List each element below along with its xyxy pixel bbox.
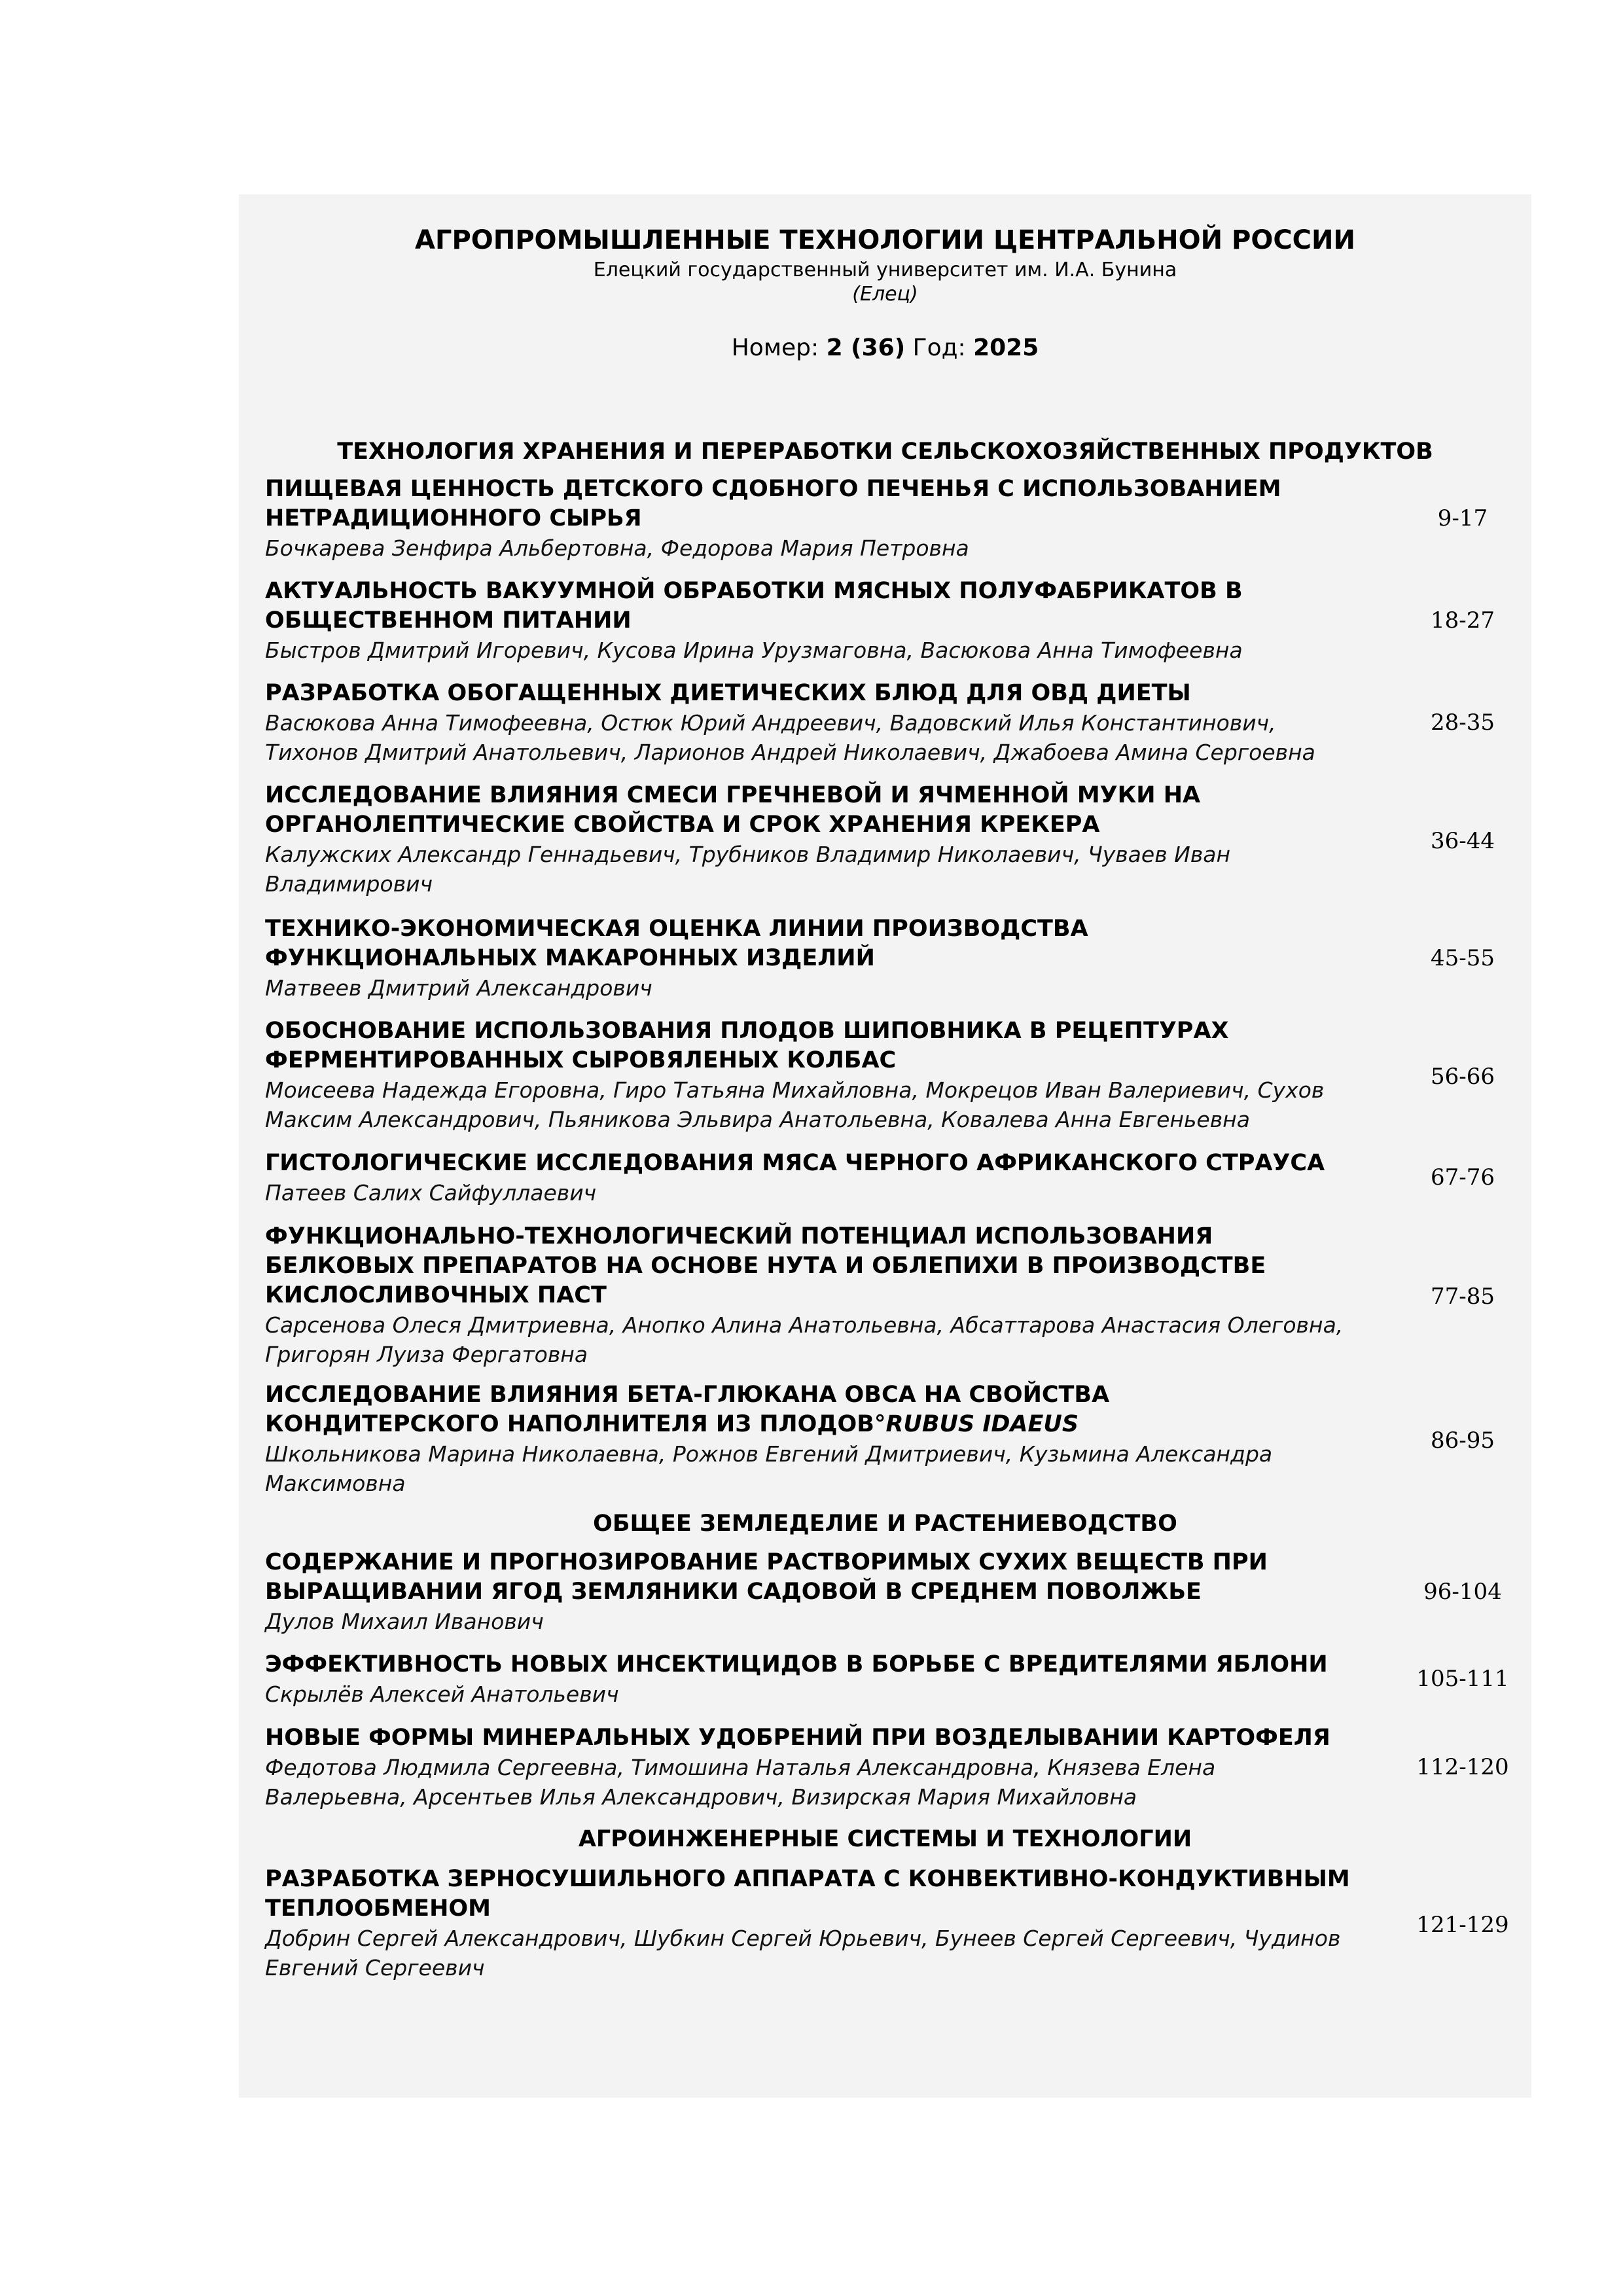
- toc-entry: [265, 475, 1531, 563]
- article-pages: 45-55: [1430, 945, 1495, 971]
- article-authors: Васюкова Анна Тимофеевна, Остюк Юрий Андреевич, Вадовский Илья Константинович, Тихонов Дмитрий Анатольевич, Ларионов Андрей Николаевич, Джабоева Амина Сергоевна: [265, 710, 1315, 765]
- article-pages: 77-85: [1430, 1283, 1495, 1310]
- article-pages: 36-44: [1430, 828, 1495, 854]
- toc-entry: [265, 914, 1531, 1003]
- article-title[interactable]: ТЕХНИКО-ЭКОНОМИЧЕСКАЯ ОЦЕНКА ЛИНИИ ПРОИЗВОДСТВА ФУНКЦИОНАЛЬНЫХ МАКАРОННЫХ ИЗДЕЛИЙ: [265, 916, 1088, 971]
- article-pages: 56-66: [1430, 1064, 1495, 1090]
- issue-line: [239, 333, 1531, 363]
- article-title[interactable]: ПИЩЕВАЯ ЦЕННОСТЬ ДЕТСКОГО СДОБНОГО ПЕЧЕНЬЯ С ИСПОЛЬЗОВАНИЕМ НЕТРАДИЦИОННОГО СЫРЬЯ: [265, 476, 1281, 531]
- article-pages: 112-120: [1416, 1754, 1509, 1780]
- article-authors: Дулов Михаил Иванович: [265, 1609, 544, 1634]
- article-title[interactable]: ФУНКЦИОНАЛЬНО-ТЕХНОЛОГИЧЕСКИЙ ПОТЕНЦИАЛ ИСПОЛЬЗОВАНИЯ БЕЛКОВЫХ ПРЕПАРАТОВ НА ОСНОВЕ НУТА И ОБЛЕПИХИ В ПРОИЗВОДСТВЕ КИСЛОСЛИВОЧНЫХ ПАСТ: [265, 1223, 1266, 1308]
- university-name: Елецкий государственный университет им. И.А. Бунина: [593, 259, 1177, 281]
- journal-title: АГРОПРОМЫШЛЕННЫЕ ТЕХНОЛОГИИ ЦЕНТРАЛЬНОЙ РОССИИ: [415, 225, 1355, 255]
- toc-entry: [265, 1650, 1531, 1709]
- article-pages: 105-111: [1416, 1666, 1509, 1692]
- issue-label: Номер:: [731, 334, 819, 361]
- toc-entry: [265, 577, 1531, 665]
- article-authors: Бочкарева Зенфира Альбертовна, Федорова Мария Петровна: [265, 535, 969, 561]
- article-title[interactable]: ОБОСНОВАНИЕ ИСПОЛЬЗОВАНИЯ ПЛОДОВ ШИПОВНИКА В РЕЦЕПТУРАХ ФЕРМЕНТИРОВАННЫХ СЫРОВЯЛЕНЫХ КОЛБАС: [265, 1018, 1229, 1073]
- article-authors: Быстров Дмитрий Игоревич, Кусова Ирина Урузмаговна, Васюкова Анна Тимофеевна: [265, 637, 1243, 663]
- article-title[interactable]: [265, 1380, 1351, 1439]
- article-authors: Скрылёв Алексей Анатольевич: [265, 1681, 619, 1707]
- section-heading: ОБЩЕЕ ЗЕМЛЕДЕЛИЕ И РАСТЕНИЕВОДСТВО: [593, 1511, 1177, 1537]
- article-authors: Патеев Салих Сайфуллаевич: [265, 1180, 597, 1206]
- article-title[interactable]: ИССЛЕДОВАНИЕ ВЛИЯНИЯ СМЕСИ ГРЕЧНЕВОЙ И ЯЧМЕННОЙ МУКИ НА ОРГАНОЛЕПТИЧЕСКИЕ СВОЙСТВА И СРОК ХРАНЕНИЯ КРЕКЕРА: [265, 782, 1201, 838]
- article-authors: Сарсенова Олеся Дмитриевна, Анопко Алина Анатольевна, Абсаттарова Анастасия Олеговна, Григорян Луиза Фергатовна: [265, 1312, 1344, 1367]
- toc-entry: [265, 1016, 1531, 1134]
- toc-entry: [265, 1222, 1531, 1369]
- toc-page: [239, 194, 1531, 2098]
- article-pages: 96-104: [1423, 1579, 1502, 1605]
- article-title[interactable]: РАЗРАБОТКА ЗЕРНОСУШИЛЬНОГО АППАРАТА С КОНВЕКТИВНО-КОНДУКТИВНЫМ ТЕПЛООБМЕНОМ: [265, 1866, 1350, 1922]
- toc-entry: [265, 1865, 1531, 1982]
- article-authors: Калужских Александр Геннадьевич, Трубников Владимир Николаевич, Чуваев Иван Владимирович: [265, 842, 1231, 897]
- toc-entry: [265, 679, 1531, 767]
- issue-value: 2 (36): [826, 334, 906, 361]
- city-name: (Елец): [852, 283, 918, 306]
- article-pages: 86-95: [1430, 1427, 1495, 1454]
- article-pages: 18-27: [1430, 607, 1495, 634]
- article-pages: 67-76: [1430, 1164, 1495, 1191]
- year-value: 2025: [973, 334, 1039, 361]
- article-title[interactable]: АКТУАЛЬНОСТЬ ВАКУУМНОЙ ОБРАБОТКИ МЯСНЫХ ПОЛУФАБРИКАТОВ В ОБЩЕСТВЕННОМ ПИТАНИИ: [265, 578, 1243, 634]
- article-pages: 121-129: [1416, 1912, 1509, 1938]
- toc-entry: [265, 1380, 1531, 1498]
- section-heading: ТЕХНОЛОГИЯ ХРАНЕНИЯ И ПЕРЕРАБОТКИ СЕЛЬСКОХОЗЯЙСТВЕННЫХ ПРОДУКТОВ: [337, 439, 1433, 465]
- article-title[interactable]: СОДЕРЖАНИЕ И ПРОГНОЗИРОВАНИЕ РАСТВОРИМЫХ СУХИХ ВЕЩЕСТВ ПРИ ВЫРАЩИВАНИИ ЯГОД ЗЕМЛЯНИКИ САДОВОЙ В СРЕДНЕМ ПОВОЛЖЬЕ: [265, 1549, 1268, 1605]
- article-authors: Моисеева Надежда Егоровна, Гиро Татьяна Михайловна, Мокрецов Иван Валериевич, Сухов Максим Александрович, Пьяникова Эльвира Анатольевна, Ковалева Анна Евгеньевна: [265, 1077, 1325, 1132]
- article-title[interactable]: ГИСТОЛОГИЧЕСКИЕ ИССЛЕДОВАНИЯ МЯСА ЧЕРНОГО АФРИКАНСКОГО СТРАУСА: [265, 1150, 1325, 1176]
- year-label: Год:: [912, 334, 966, 361]
- article-authors: Федотова Людмила Сергеевна, Тимошина Наталья Александровна, Князева Елена Валерьевна, Арсентьев Илья Александрович, Визирская Мария Михайловна: [265, 1755, 1216, 1810]
- toc-entry: [265, 1723, 1531, 1812]
- toc-entry: [265, 781, 1531, 899]
- article-authors: Добрин Сергей Александрович, Шубкин Сергей Юрьевич, Бунеев Сергей Сергеевич, Чудинов Евгений Сергеевич: [265, 1926, 1341, 1981]
- toc-entry: [265, 1548, 1531, 1636]
- toc-entry: [265, 1149, 1531, 1208]
- article-authors: Школьникова Марина Николаевна, Рожнов Евгений Дмитриевич, Кузьмина Александра Максимовна: [265, 1441, 1273, 1496]
- article-title[interactable]: ЭФФЕКТИВНОСТЬ НОВЫХ ИНСЕКТИЦИДОВ В БОРЬБЕ С ВРЕДИТЕЛЯМИ ЯБЛОНИ: [265, 1651, 1328, 1677]
- article-title-text: ИССЛЕДОВАНИЕ ВЛИЯНИЯ БЕТА-ГЛЮКАНА ОВСА НА СВОЙСТВА КОНДИТЕРСКОГО НАПОЛНИТЕЛЯ ИЗ ПЛОДОВ°: [265, 1382, 1110, 1437]
- article-title[interactable]: РАЗРАБОТКА ОБОГАЩЕННЫХ ДИЕТИЧЕСКИХ БЛЮД ДЛЯ ОВД ДИЕТЫ: [265, 680, 1191, 706]
- article-pages: 9-17: [1437, 505, 1488, 531]
- article-title[interactable]: НОВЫЕ ФОРМЫ МИНЕРАЛЬНЫХ УДОБРЕНИЙ ПРИ ВОЗДЕЛЫВАНИИ КАРТОФЕЛЯ: [265, 1725, 1330, 1751]
- article-title-latin: RUBUS IDAEUS: [885, 1411, 1079, 1437]
- article-authors: Матвеев Дмитрий Александрович: [265, 975, 652, 1001]
- section-heading: АГРОИНЖЕНЕРНЫЕ СИСТЕМЫ И ТЕХНОЛОГИИ: [578, 1826, 1192, 1852]
- article-pages: 28-35: [1430, 709, 1495, 736]
